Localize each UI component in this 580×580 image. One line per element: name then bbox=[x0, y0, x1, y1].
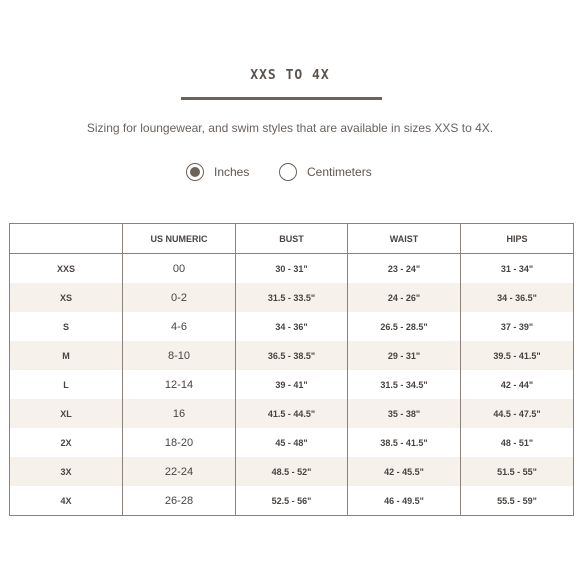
cell-waist: 29 - 31" bbox=[348, 341, 461, 370]
cell-size: XXS bbox=[10, 254, 123, 284]
unit-toggle bbox=[0, 160, 580, 184]
cell-hips: 31 - 34" bbox=[461, 254, 574, 284]
cell-us-numeric: 12-14 bbox=[123, 370, 236, 399]
cell-size: 4X bbox=[10, 486, 123, 516]
table-row bbox=[10, 370, 574, 399]
cell-us-numeric: 4-6 bbox=[123, 312, 236, 341]
cell-hips: 51.5 - 55" bbox=[461, 457, 574, 486]
unit-label-centimeters: Centimeters bbox=[307, 165, 372, 179]
table-row bbox=[10, 254, 574, 284]
cell-waist: 46 - 49.5" bbox=[348, 486, 461, 516]
table-header-row bbox=[10, 224, 574, 254]
cell-size: M bbox=[10, 341, 123, 370]
cell-bust: 52.5 - 56" bbox=[236, 486, 348, 516]
cell-hips: 39.5 - 41.5" bbox=[461, 341, 574, 370]
cell-waist: 26.5 - 28.5" bbox=[348, 312, 461, 341]
unit-option-inches[interactable] bbox=[186, 160, 249, 184]
table-row bbox=[10, 399, 574, 428]
cell-bust: 48.5 - 52" bbox=[236, 457, 348, 486]
cell-bust: 39 - 41" bbox=[236, 370, 348, 399]
unit-option-centimeters[interactable] bbox=[279, 160, 372, 184]
column-header-size bbox=[10, 224, 123, 254]
cell-waist: 35 - 38" bbox=[348, 399, 461, 428]
cell-hips: 34 - 36.5" bbox=[461, 283, 574, 312]
column-header-hips: HIPS bbox=[461, 224, 574, 254]
radio-inches[interactable] bbox=[186, 163, 204, 181]
cell-size: S bbox=[10, 312, 123, 341]
cell-waist: 42 - 45.5" bbox=[348, 457, 461, 486]
cell-waist: 31.5 - 34.5" bbox=[348, 370, 461, 399]
table-row bbox=[10, 428, 574, 457]
column-header-bust: BUST bbox=[236, 224, 348, 254]
unit-label-inches: Inches bbox=[214, 165, 250, 179]
cell-us-numeric: 16 bbox=[123, 399, 236, 428]
cell-hips: 48 - 51" bbox=[461, 428, 574, 457]
cell-size: 2X bbox=[10, 428, 123, 457]
cell-us-numeric: 00 bbox=[123, 254, 236, 284]
cell-size: XS bbox=[10, 283, 123, 312]
cell-bust: 36.5 - 38.5" bbox=[236, 341, 348, 370]
cell-us-numeric: 18-20 bbox=[123, 428, 236, 457]
cell-bust: 41.5 - 44.5" bbox=[236, 399, 348, 428]
cell-waist: 38.5 - 41.5" bbox=[348, 428, 461, 457]
cell-waist: 23 - 24" bbox=[348, 254, 461, 284]
table-row bbox=[10, 457, 574, 486]
page-title: XXS TO 4X bbox=[250, 68, 330, 83]
page-subtitle: Sizing for loungewear, and swim styles that are available in sizes XXS to 4X. bbox=[86, 121, 494, 135]
cell-size: L bbox=[10, 370, 123, 399]
cell-size: 3X bbox=[10, 457, 123, 486]
cell-waist: 24 - 26" bbox=[348, 283, 461, 312]
cell-hips: 44.5 - 47.5" bbox=[461, 399, 574, 428]
cell-us-numeric: 26-28 bbox=[123, 486, 236, 516]
title-underline bbox=[181, 97, 382, 100]
table-row bbox=[10, 283, 574, 312]
cell-us-numeric: 8-10 bbox=[123, 341, 236, 370]
column-header-waist: WAIST bbox=[348, 224, 461, 254]
table-row bbox=[10, 312, 574, 341]
table-row bbox=[10, 341, 574, 370]
column-header-us-numeric: US NUMERIC bbox=[123, 224, 236, 254]
size-chart-table bbox=[9, 223, 574, 516]
cell-hips: 37 - 39" bbox=[461, 312, 574, 341]
cell-hips: 55.5 - 59" bbox=[461, 486, 574, 516]
cell-hips: 42 - 44" bbox=[461, 370, 574, 399]
radio-centimeters[interactable] bbox=[279, 163, 297, 181]
radio-selected-dot bbox=[190, 167, 200, 177]
cell-bust: 34 - 36" bbox=[236, 312, 348, 341]
cell-us-numeric: 0-2 bbox=[123, 283, 236, 312]
cell-bust: 30 - 31" bbox=[236, 254, 348, 284]
cell-size: XL bbox=[10, 399, 123, 428]
cell-bust: 31.5 - 33.5" bbox=[236, 283, 348, 312]
cell-us-numeric: 22-24 bbox=[123, 457, 236, 486]
table-row bbox=[10, 486, 574, 516]
cell-bust: 45 - 48" bbox=[236, 428, 348, 457]
